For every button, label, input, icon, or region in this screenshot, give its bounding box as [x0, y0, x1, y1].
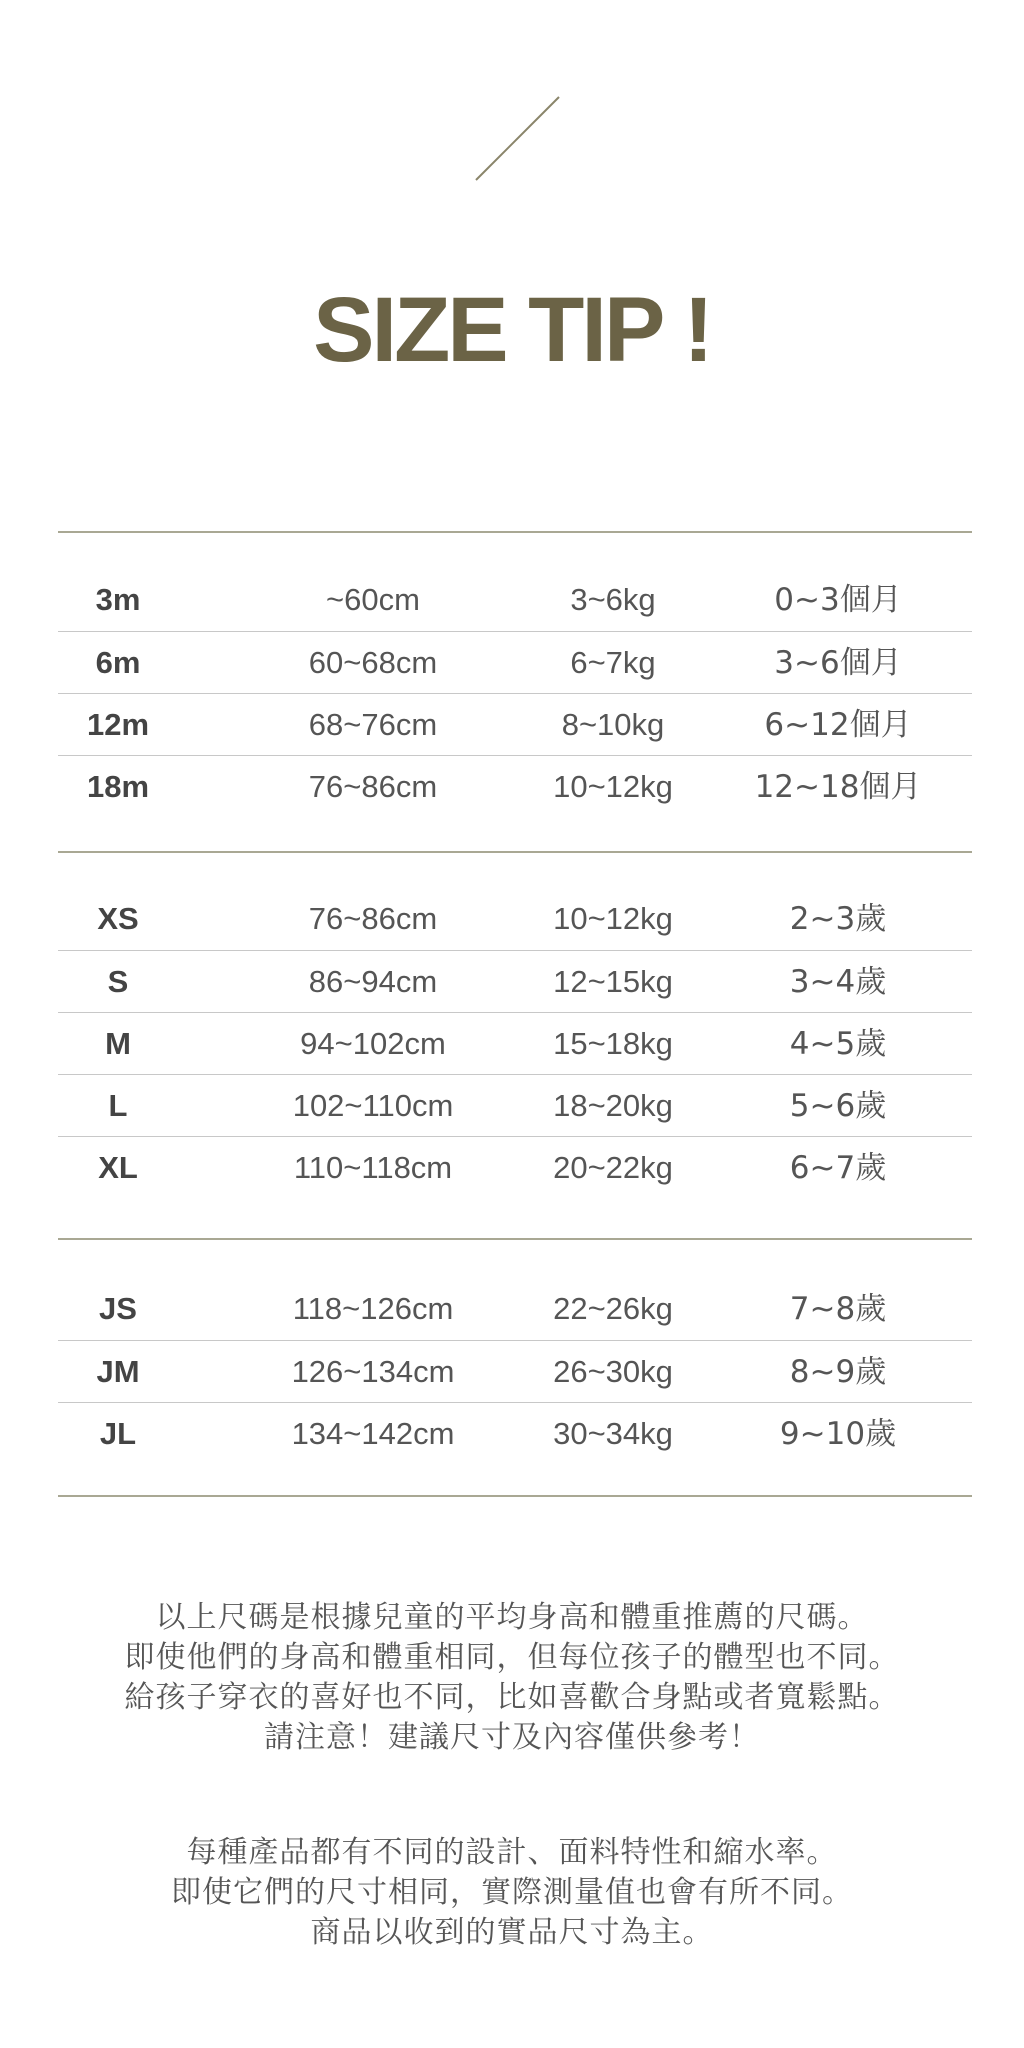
size-label: XL	[98, 1150, 138, 1185]
age-cell: 9~10歲	[779, 1416, 897, 1452]
height-cell: 76~86cm	[308, 769, 438, 804]
note-line: 即使它們的尺寸相同，實際測量值也會有所不同。	[171, 1875, 853, 1910]
height-cell: ~60cm	[326, 582, 420, 617]
size-notes-paragraph-1	[0, 1598, 1024, 1758]
table-bottom-rule	[58, 1495, 972, 1497]
height-cell: 68~76cm	[308, 707, 438, 742]
height-cell: 94~102cm	[300, 1026, 446, 1061]
size-label: 3m	[95, 582, 141, 617]
page-title: SIZE TIP !	[313, 279, 711, 381]
size-label: 18m	[86, 769, 150, 804]
age-cell: 0~3個月	[774, 582, 902, 618]
table-row	[58, 1074, 972, 1137]
age-cell: 3~4歲	[789, 964, 887, 1000]
table-row	[58, 755, 972, 818]
age-cell: 8~9歲	[789, 1354, 887, 1390]
height-cell: 60~68cm	[308, 645, 438, 680]
weight-cell: 8~10kg	[561, 707, 665, 742]
table-row	[58, 950, 972, 1013]
size-label: 6m	[95, 645, 141, 680]
age-cell: 5~6歲	[789, 1088, 887, 1124]
size-label: XS	[97, 901, 139, 936]
table-row	[58, 631, 972, 694]
weight-cell: 3~6kg	[570, 582, 656, 617]
table-row	[58, 1402, 972, 1465]
table-row	[58, 569, 972, 631]
weight-cell: 22~26kg	[553, 1291, 673, 1326]
age-cell: 2~3歲	[789, 901, 887, 937]
note-line: 即使他們的身高和體重相同，但每位孩子的體型也不同。	[124, 1640, 900, 1675]
note-line: 每種產品都有不同的設計、面料特性和縮水率。	[186, 1835, 838, 1870]
size-label: L	[108, 1088, 128, 1123]
height-cell: 86~94cm	[308, 964, 438, 999]
table-row	[58, 1340, 972, 1403]
weight-cell: 18~20kg	[553, 1088, 673, 1123]
weight-cell: 6~7kg	[570, 645, 656, 680]
height-cell: 110~118cm	[293, 1150, 453, 1185]
age-cell: 6~7歲	[789, 1150, 887, 1186]
weight-cell: 15~18kg	[553, 1026, 673, 1061]
height-cell: 102~110cm	[292, 1088, 454, 1123]
weight-cell: 26~30kg	[553, 1354, 673, 1389]
table-row	[58, 693, 972, 756]
size-notes-paragraph-2	[0, 1833, 1024, 1953]
size-label: S	[107, 964, 129, 999]
size-label: M	[105, 1026, 131, 1061]
weight-cell: 10~12kg	[553, 769, 673, 804]
age-cell: 3~6個月	[774, 645, 902, 681]
age-cell: 12~18個月	[754, 769, 922, 805]
weight-cell: 10~12kg	[553, 901, 673, 936]
note-line: 請注意！建議尺寸及內容僅供參考！	[264, 1720, 760, 1755]
size-group-junior	[58, 1238, 972, 1496]
size-label: 12m	[86, 707, 150, 742]
size-label: JS	[99, 1291, 137, 1326]
table-row	[58, 1012, 972, 1075]
age-cell: 7~8歲	[789, 1291, 887, 1327]
height-cell: 118~126cm	[292, 1291, 454, 1326]
note-line: 以上尺碼是根據兒童的平均身高和體重推薦的尺碼。	[155, 1600, 869, 1635]
table-row	[58, 888, 972, 950]
weight-cell: 30~34kg	[553, 1416, 673, 1451]
size-label: JL	[99, 1416, 137, 1451]
weight-cell: 12~15kg	[553, 964, 673, 999]
note-line: 商品以收到的實品尺寸為主。	[310, 1915, 714, 1950]
table-row	[58, 1136, 972, 1199]
note-line: 給孩子穿衣的喜好也不同，比如喜歡合身點或者寬鬆點。	[124, 1680, 900, 1715]
size-label: JM	[96, 1354, 140, 1389]
diagonal-decoration-line	[0, 0, 1024, 200]
table-row	[58, 1278, 972, 1340]
height-cell: 134~142cm	[291, 1416, 455, 1451]
height-cell: 76~86cm	[308, 901, 438, 936]
age-cell: 6~12個月	[764, 707, 912, 743]
size-group-kids	[58, 851, 972, 1203]
size-group-infant	[58, 531, 972, 816]
weight-cell: 20~22kg	[553, 1150, 673, 1185]
height-cell: 126~134cm	[291, 1354, 455, 1389]
age-cell: 4~5歲	[789, 1026, 887, 1062]
